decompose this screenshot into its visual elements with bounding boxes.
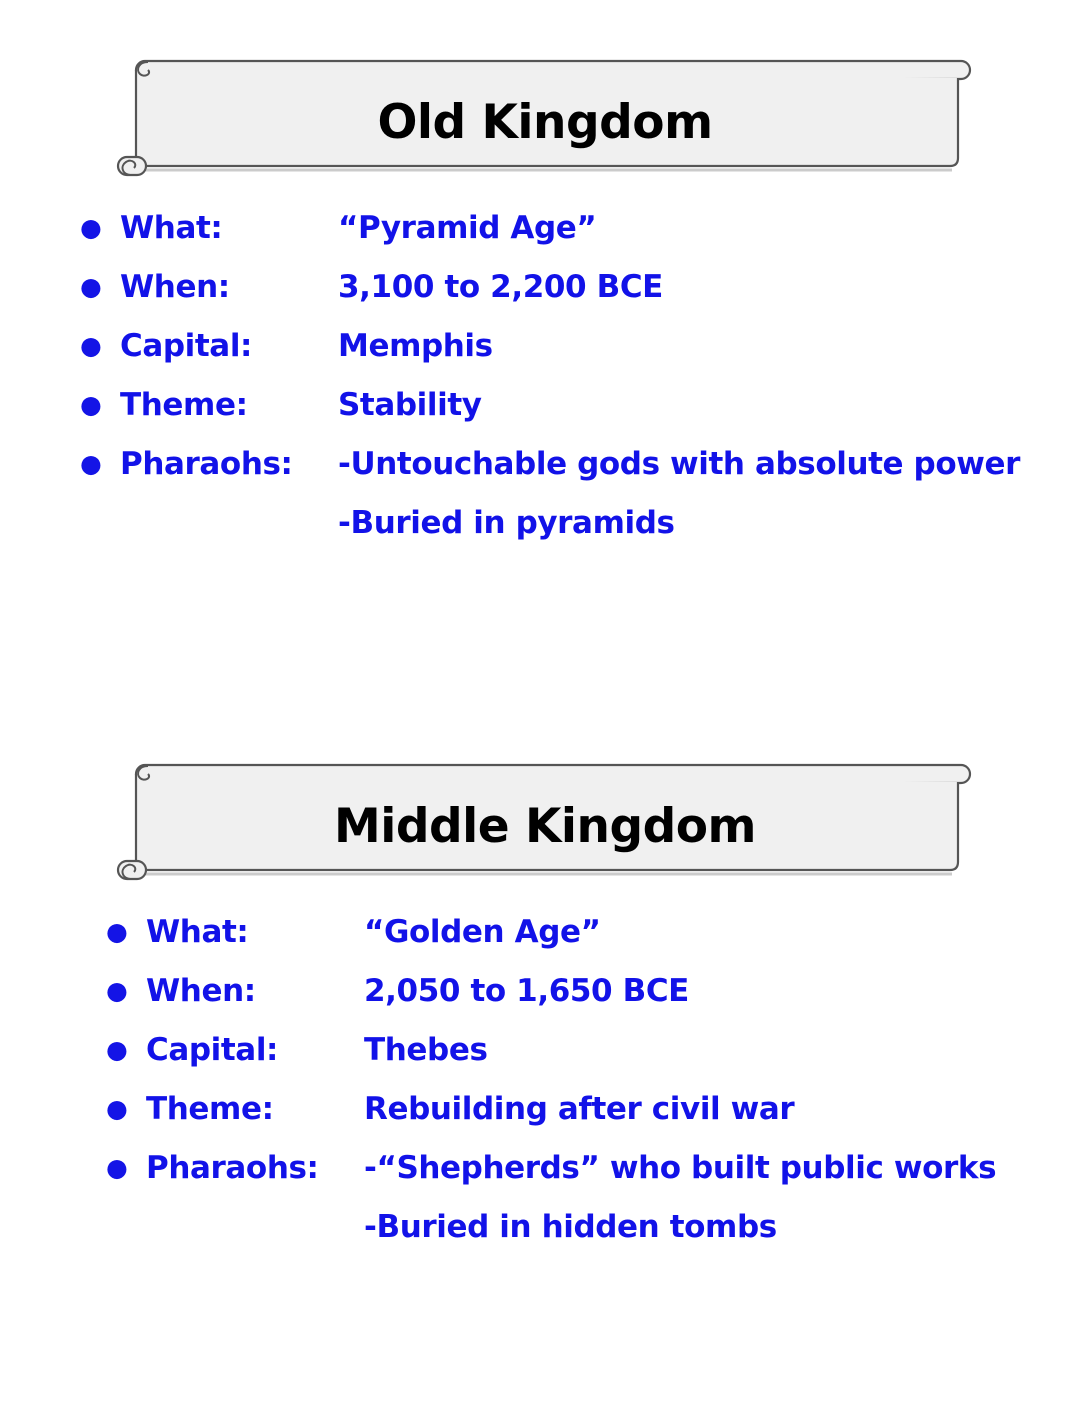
item-label: Theme:: [146, 1091, 274, 1127]
item-label: When:: [120, 269, 230, 305]
item-value: 2,050 to 1,650 BCE: [364, 973, 689, 1009]
item-value: “Pyramid Age”: [338, 210, 597, 246]
scroll-banner: [110, 58, 980, 178]
bullet-icon: ●: [106, 917, 128, 946]
item-value: Rebuilding after civil war: [364, 1091, 795, 1127]
item-label: When:: [146, 973, 256, 1009]
section-title: Old Kingdom: [377, 94, 713, 150]
bullet-icon: ●: [80, 449, 102, 478]
bullet-icon: ●: [106, 1094, 128, 1123]
bullet-icon: ●: [106, 1035, 128, 1064]
scroll-banner: [110, 762, 980, 882]
bullet-icon: ●: [80, 331, 102, 360]
item-label: Pharaohs:: [146, 1150, 319, 1186]
bullet-icon: ●: [106, 976, 128, 1005]
item-label: Capital:: [120, 328, 253, 364]
item-value: -Buried in pyramids: [338, 505, 675, 541]
item-label: Theme:: [120, 387, 248, 423]
bullet-icon: ●: [80, 390, 102, 419]
item-value: “Golden Age”: [364, 914, 601, 950]
item-label: What:: [146, 914, 249, 950]
item-value: -Buried in hidden tombs: [364, 1209, 777, 1245]
item-label: Capital:: [146, 1032, 279, 1068]
item-label: Pharaohs:: [120, 446, 293, 482]
item-value: Memphis: [338, 328, 493, 364]
bullet-icon: ●: [80, 213, 102, 242]
bullet-icon: ●: [80, 272, 102, 301]
section-title: Middle Kingdom: [333, 798, 757, 854]
item-label: What:: [120, 210, 223, 246]
item-value: -“Shepherds” who built public works: [364, 1150, 997, 1186]
item-value: 3,100 to 2,200 BCE: [338, 269, 663, 305]
item-value: Stability: [338, 387, 482, 423]
item-value: Thebes: [364, 1032, 488, 1068]
bullet-icon: ●: [106, 1153, 128, 1182]
item-value: -Untouchable gods with absolute power: [338, 446, 1020, 482]
